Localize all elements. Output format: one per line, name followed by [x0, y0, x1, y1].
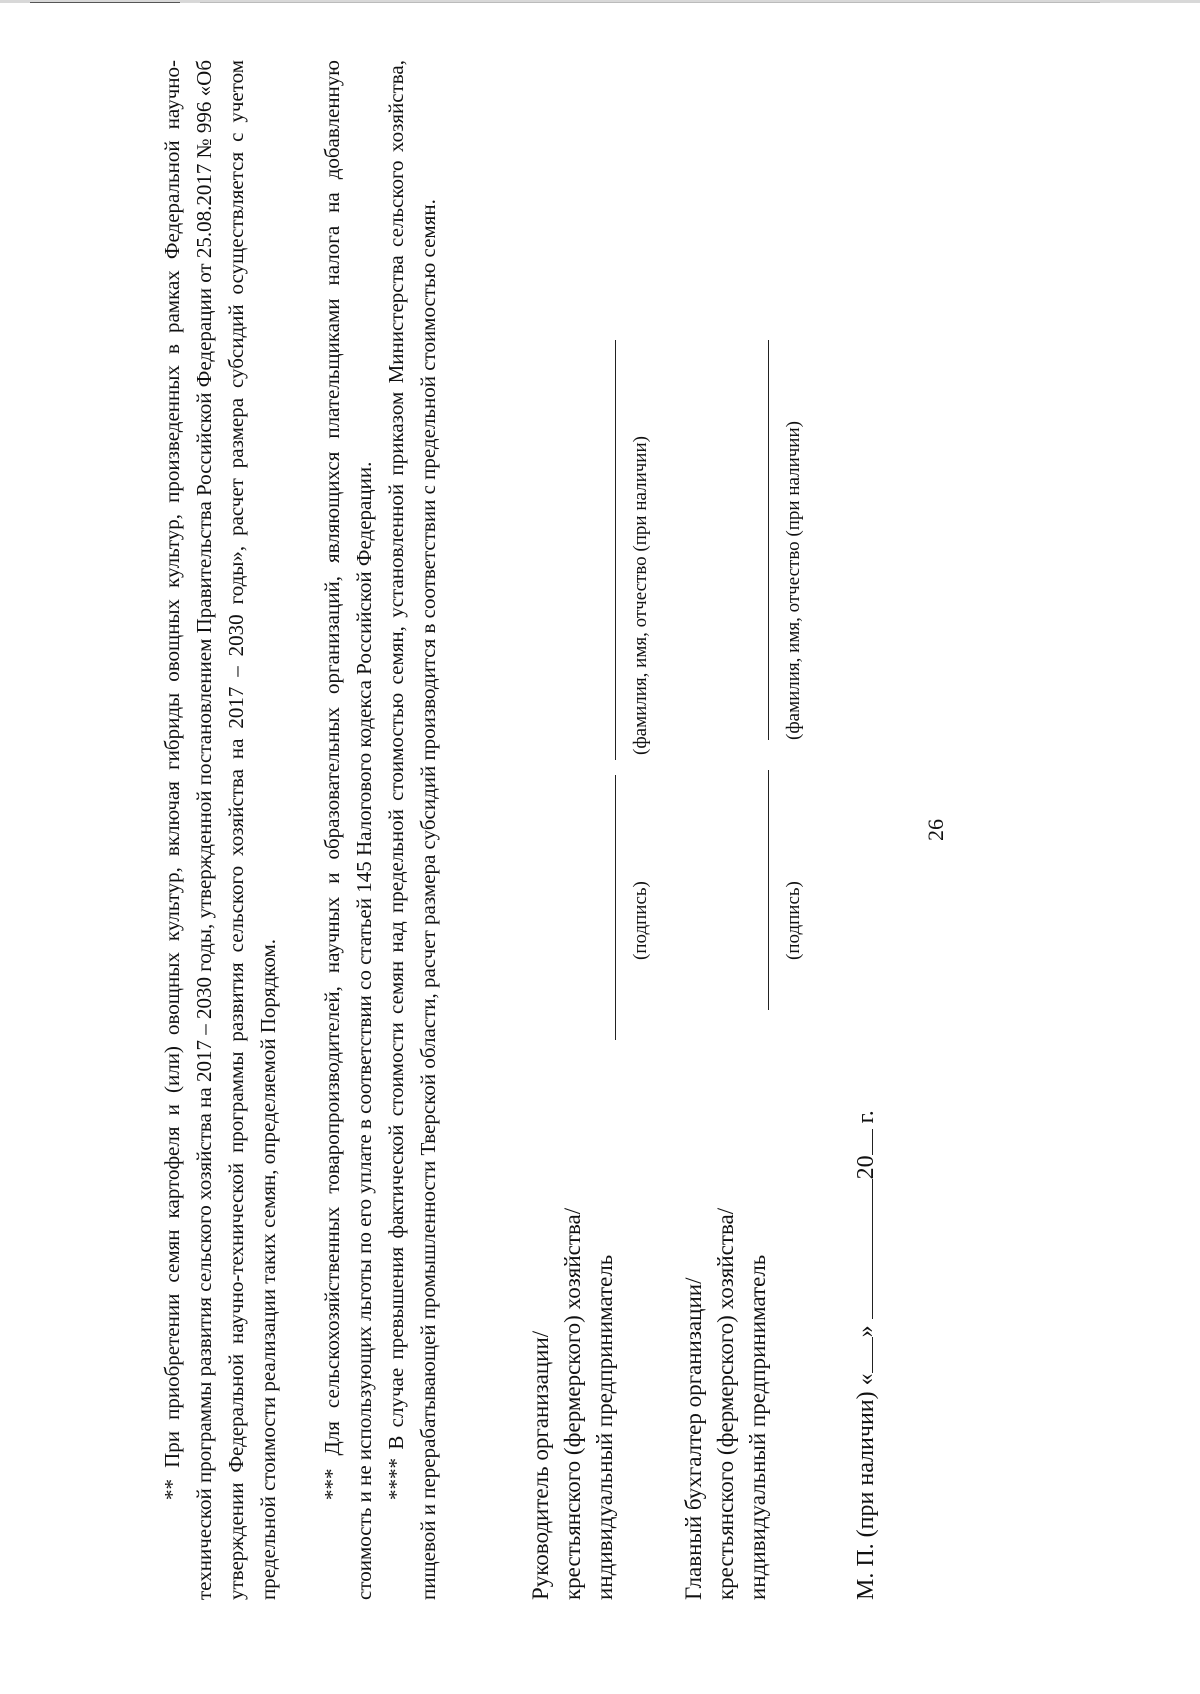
footnote-vat: *** Для сельскохозяйственных товаропроизводителей, научных и образовательных организаций, являющихся плательщиками налога на добавленную стоимость и не использующих льготы по его уплате в соответствии со статьей 145 Налогового кодекса Российской Федерации.: [320, 60, 376, 1600]
head-role-line2: крестьянского (фермерского) хозяйства/: [560, 1207, 585, 1600]
quote-close: »: [853, 1325, 879, 1338]
scan-artifact: [30, 2, 180, 3]
footnote-seeds: ** При приобретении семян картофеля и (или) овощных культур, включая гибриды овощных культур, произведенных в рамках Федеральной научно-технической программы развития сельского хозяйства на 2017 – 2030 годы, утвержденной постановлением Правительства Российской Федерации от 25.08.2017 № 996 «Об утверждении Федеральной научно-технической программы развития сельского хозяйства на 2017 – 2030 годы», расчет размера субсидий осуществляется с учетом предельной стоимости реализации таких семян, определяемой Порядком.: [160, 60, 280, 1600]
accountant-name-line[interactable]: [768, 340, 769, 740]
stamp-date-row: [850, 1110, 882, 1600]
head-name-line[interactable]: [615, 340, 616, 760]
accountant-signature-block: [678, 60, 774, 1600]
year-suffix: г.: [853, 1110, 879, 1124]
page-number: 26: [923, 819, 948, 841]
head-signature-block: [525, 60, 621, 1600]
head-signature-caption: (подпись): [630, 881, 651, 960]
accountant-name-caption: (фамилия, имя, отчество (при наличии): [783, 421, 804, 740]
footnote-excess: **** В случае превышения фактической стоимости семян над предельной стоимостью семян, установленной приказом Министерства сельского хозяйства, пищевой и перерабатывающей промышленности Тверской области, расчет размера субсидий производится в соответствии с предельной стоимостью семян.: [384, 60, 440, 1600]
year-blank[interactable]: [850, 1129, 873, 1155]
head-signature-line[interactable]: [615, 775, 616, 1040]
scan-artifact: [200, 2, 1100, 3]
head-role-line1: Руководитель организации/: [528, 1330, 553, 1600]
accountant-role-line2: крестьянского (фермерского) хозяйства/: [713, 1207, 738, 1600]
accountant-role-line3: индивидуальный предприниматель: [745, 1254, 770, 1600]
accountant-signature-line[interactable]: [768, 770, 769, 1010]
rotated-page: [150, 60, 1010, 1600]
head-role-line3: индивидуальный предприниматель: [592, 1254, 617, 1600]
accountant-signature-caption: (подпись): [783, 881, 804, 960]
day-blank[interactable]: [850, 1337, 873, 1373]
mp-label: М. П. (при наличии) «: [853, 1373, 879, 1600]
accountant-role-line1: Главный бухгалтер организации/: [681, 1277, 706, 1600]
year-prefix: 20: [853, 1155, 879, 1180]
month-blank[interactable]: [850, 1179, 873, 1319]
head-name-caption: (фамилия, имя, отчество (при наличии): [630, 436, 651, 755]
